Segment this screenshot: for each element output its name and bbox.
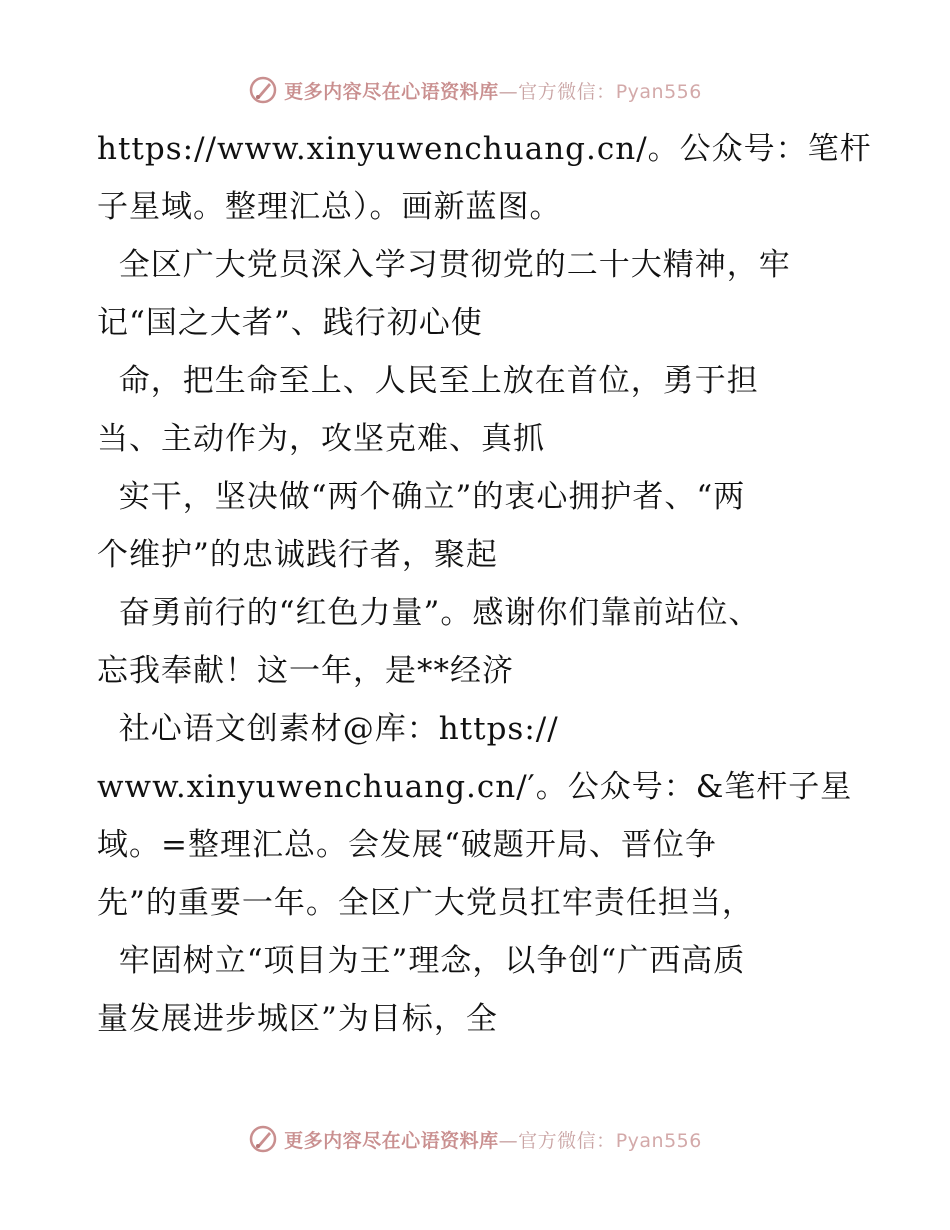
watermark-brand: 更多内容尽在心语资料库 [284,80,499,103]
document-body [97,120,877,1048]
watermark-text [284,77,702,104]
text-line: 记“国之大者”、践行初心使 [97,305,483,341]
text-line: https://www.xinyuwenchuang.cn/。公众号：笔杆 [97,131,872,167]
text-line: 忘我奉献！这一年，是**经济 [97,653,514,689]
quill-logo-icon [248,1124,278,1154]
text-line: 牢固树立“项目为王”理念，以争创“广西高质 [97,943,746,979]
watermark-dash: — [498,80,519,103]
text-line: 当、主动作为，攻坚克难、真抓 [97,421,545,457]
watermark-wechat-id: Pyan556 [615,1129,702,1152]
watermark-brand: 更多内容尽在心语资料库 [284,1129,499,1152]
text-line: 实干，坚决做“两个确立”的衷心拥护者、“两 [97,479,746,515]
text-line: 子星域。整理汇总）。画新蓝图。 [97,189,562,225]
watermark-dash: — [498,1129,519,1152]
text-line: 全区广大党员深入学习贯彻党的二十大精神，牢 [97,247,791,283]
text-line: 命，把生命至上、人民至上放在首位，勇于担 [97,363,759,399]
watermark-wechat-id: Pyan556 [615,80,702,103]
watermark-text [284,1126,702,1153]
text-line: www.xinyuwenchuang.cn/′。公众号：&笔杆子星 [97,769,853,805]
text-line: 量发展进步城区”为目标，全 [97,1001,498,1037]
footer-watermark [0,1119,950,1159]
text-line: 社心语文创素材@库：https:// [97,711,559,747]
text-line: 域。=整理汇总。会发展“破题开局、晋位争 [97,827,717,863]
text-line: 先”的重要一年。全区广大党员扛牢责任担当， [97,885,754,921]
header-watermark [0,70,950,110]
watermark-official: 官方微信： [518,80,616,103]
text-line: 个维护”的忠诚践行者，聚起 [97,537,498,573]
watermark-official: 官方微信： [518,1129,616,1152]
text-line: 奋勇前行的“红色力量”。感谢你们靠前站位、 [97,595,761,631]
quill-logo-icon [248,75,278,105]
